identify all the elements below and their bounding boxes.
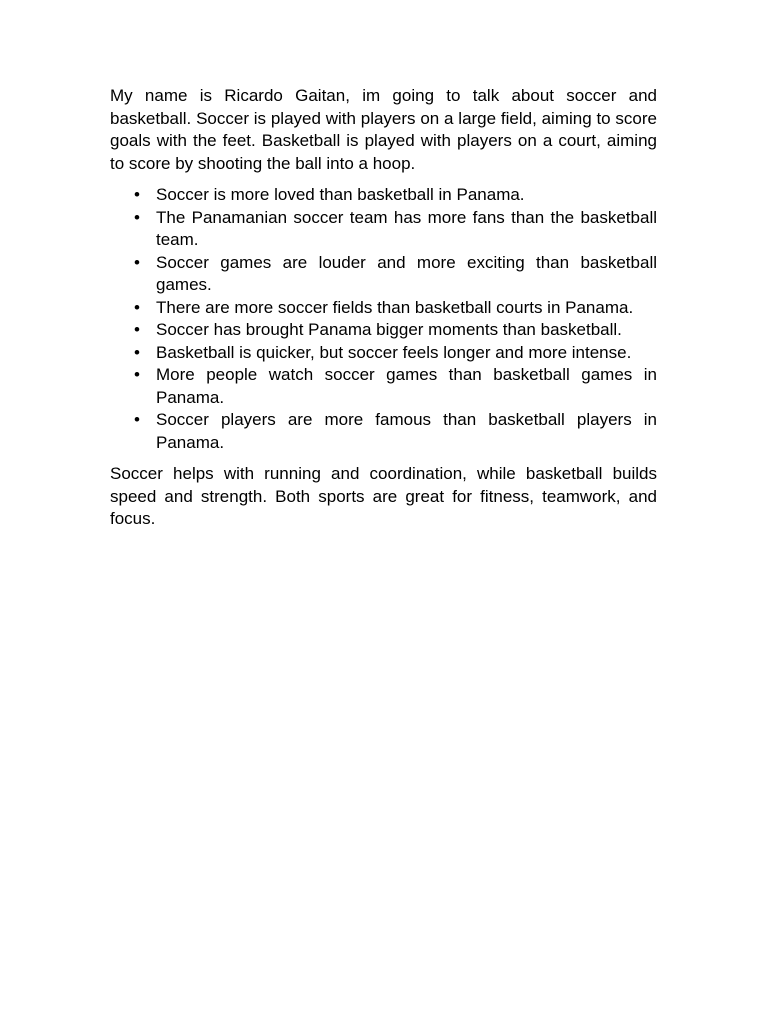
bullet-icon: • (134, 207, 140, 227)
list-item-text: Soccer is more loved than basketball in Panama. (156, 185, 525, 204)
bullet-icon: • (134, 410, 140, 429)
bullet-icon: • (134, 297, 140, 317)
list-item (110, 297, 657, 320)
bullet-icon: • (134, 342, 140, 362)
conclusion-paragraph: Soccer helps with running and coordination, while basketball builds speed and strength. Both sports are great for fitness, teamwork, and focus. (110, 464, 657, 528)
list-item-text: Basketball is quicker, but soccer feels longer and more intense. (156, 342, 632, 362)
list-item (110, 319, 657, 342)
list-item-text: Soccer games are louder and more exciting than basketball games. (156, 252, 657, 294)
list-item (110, 342, 657, 365)
bullet-icon: • (134, 185, 140, 204)
document-body (110, 85, 657, 531)
bullet-icon: • (134, 365, 140, 384)
bullet-icon: • (134, 320, 140, 339)
list-item-text: The Panamanian soccer team has more fans than the basketball team. (156, 207, 657, 249)
list-item (110, 364, 657, 409)
list-item (110, 184, 657, 207)
list-item (110, 252, 657, 297)
bullet-list (110, 184, 657, 454)
list-item (110, 409, 657, 454)
list-item-text: Soccer has brought Panama bigger moments than basketball. (156, 320, 622, 339)
bullet-icon: • (134, 252, 140, 272)
list-item (110, 207, 657, 252)
list-item-text: More people watch soccer games than basketball games in Panama. (156, 365, 657, 407)
intro-paragraph: My name is Ricardo Gaitan, im going to talk about soccer and basketball. Soccer is played with players on a large field, aiming to score goals with the feet. Basketball is played with players on a court, aiming to score by shooting the ball into a hoop. (110, 86, 657, 173)
list-item-text: Soccer players are more famous than basketball players in Panama. (156, 410, 657, 452)
list-item-text: There are more soccer fields than basketball courts in Panama. (156, 297, 634, 317)
